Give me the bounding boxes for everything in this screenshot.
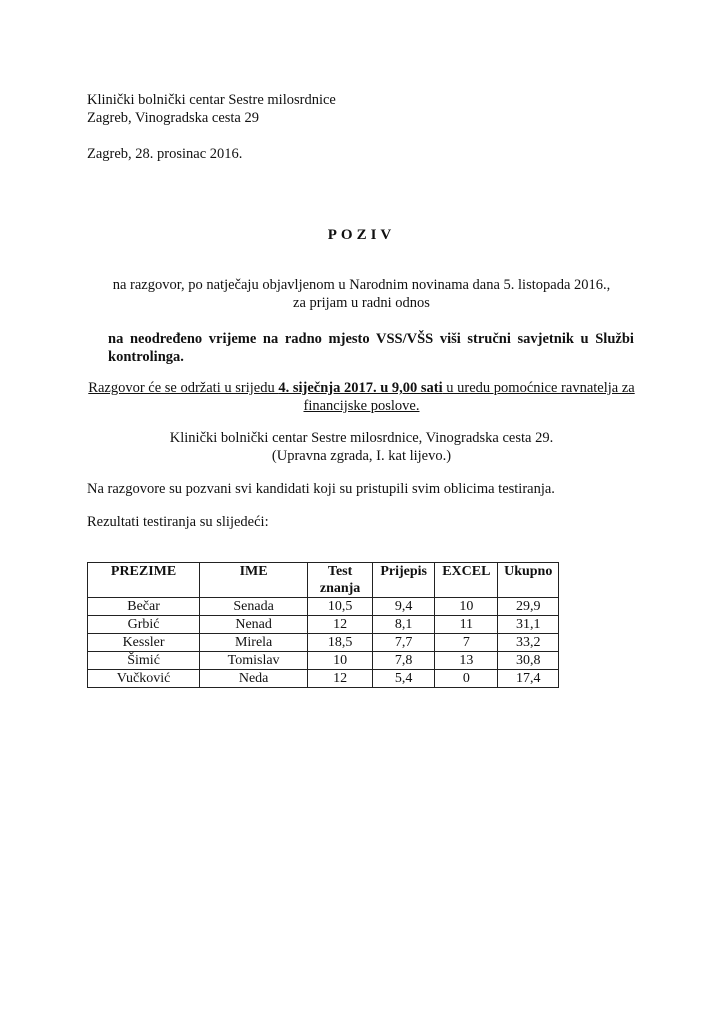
table-row — [88, 598, 559, 616]
header-total: Ukupno — [498, 563, 559, 598]
cell-test: 12 — [308, 670, 373, 688]
position-line-1: na neodređeno vrijeme na radno mjesto VSS/VŠS viši stručni savjetnik u Službi — [108, 331, 634, 347]
header-surname: PREZIME — [88, 563, 200, 598]
invited-note: Na razgovore su pozvani svi kandidati koji su pristupili svim oblicima testiranja. — [87, 481, 555, 497]
table-row — [88, 616, 559, 634]
cell-test: 10,5 — [308, 598, 373, 616]
cell-name: Tomislav — [200, 652, 308, 670]
position-line-2: kontrolinga. — [108, 349, 184, 365]
cell-total: 29,9 — [498, 598, 559, 616]
cell-surname: Bečar — [88, 598, 200, 616]
location-line-2: (Upravna zgrada, I. kat lijevo.) — [271, 448, 452, 464]
document-title: POZIV — [327, 227, 396, 243]
institution-address: Zagreb, Vinogradska cesta 29 — [87, 110, 259, 126]
cell-transcript: 7,7 — [373, 634, 435, 652]
header-test — [308, 563, 373, 598]
cell-surname: Kessler — [88, 634, 200, 652]
cell-excel: 13 — [435, 652, 498, 670]
cell-total: 17,4 — [498, 670, 559, 688]
cell-excel: 7 — [435, 634, 498, 652]
intro-line-1: na razgovor, po natječaju objavljenom u Narodnim novinama dana 5. listopada 2016., — [112, 277, 611, 293]
cell-test: 18,5 — [308, 634, 373, 652]
results-table — [87, 562, 559, 688]
cell-total: 30,8 — [498, 652, 559, 670]
cell-transcript: 7,8 — [373, 652, 435, 670]
schedule-text-start: Razgovor će se održati u srijedu — [88, 380, 279, 396]
location-line-1: Klinički bolnički centar Sestre milosrdnice, Vinogradska cesta 29. — [169, 430, 554, 446]
schedule-text-end: u uredu pomoćnice ravnatelja za — [442, 380, 635, 396]
header-excel: EXCEL — [435, 563, 498, 598]
cell-total: 31,1 — [498, 616, 559, 634]
cell-excel: 11 — [435, 616, 498, 634]
cell-test: 12 — [308, 616, 373, 634]
intro-line-2: za prijam u radni odnos — [293, 295, 430, 311]
table-header-row — [88, 563, 559, 598]
institution-name: Klinički bolnički centar Sestre milosrdnice — [87, 92, 336, 108]
schedule-line-2: financijske poslove. — [303, 398, 420, 414]
header-test-line-2: znanja — [319, 581, 361, 596]
cell-transcript: 5,4 — [373, 670, 435, 688]
cell-name: Nenad — [200, 616, 308, 634]
cell-transcript: 8,1 — [373, 616, 435, 634]
cell-name: Neda — [200, 670, 308, 688]
cell-surname: Vučković — [88, 670, 200, 688]
header-test-line-1: Test — [327, 564, 353, 579]
cell-name: Senada — [200, 598, 308, 616]
table-row — [88, 652, 559, 670]
header-name: IME — [200, 563, 308, 598]
cell-transcript: 9,4 — [373, 598, 435, 616]
cell-excel: 0 — [435, 670, 498, 688]
table-row — [88, 634, 559, 652]
table-row — [88, 670, 559, 688]
cell-total: 33,2 — [498, 634, 559, 652]
results-intro: Rezultati testiranja su slijedeći: — [87, 514, 269, 530]
document-date: Zagreb, 28. prosinac 2016. — [87, 146, 243, 162]
cell-surname: Šimić — [88, 652, 200, 670]
header-transcript: Prijepis — [373, 563, 435, 598]
schedule-line-1 — [0, 380, 723, 397]
schedule-date: 4. siječnja 2017. u 9,00 sati — [278, 380, 443, 396]
cell-excel: 10 — [435, 598, 498, 616]
cell-surname: Grbić — [88, 616, 200, 634]
cell-test: 10 — [308, 652, 373, 670]
cell-name: Mirela — [200, 634, 308, 652]
